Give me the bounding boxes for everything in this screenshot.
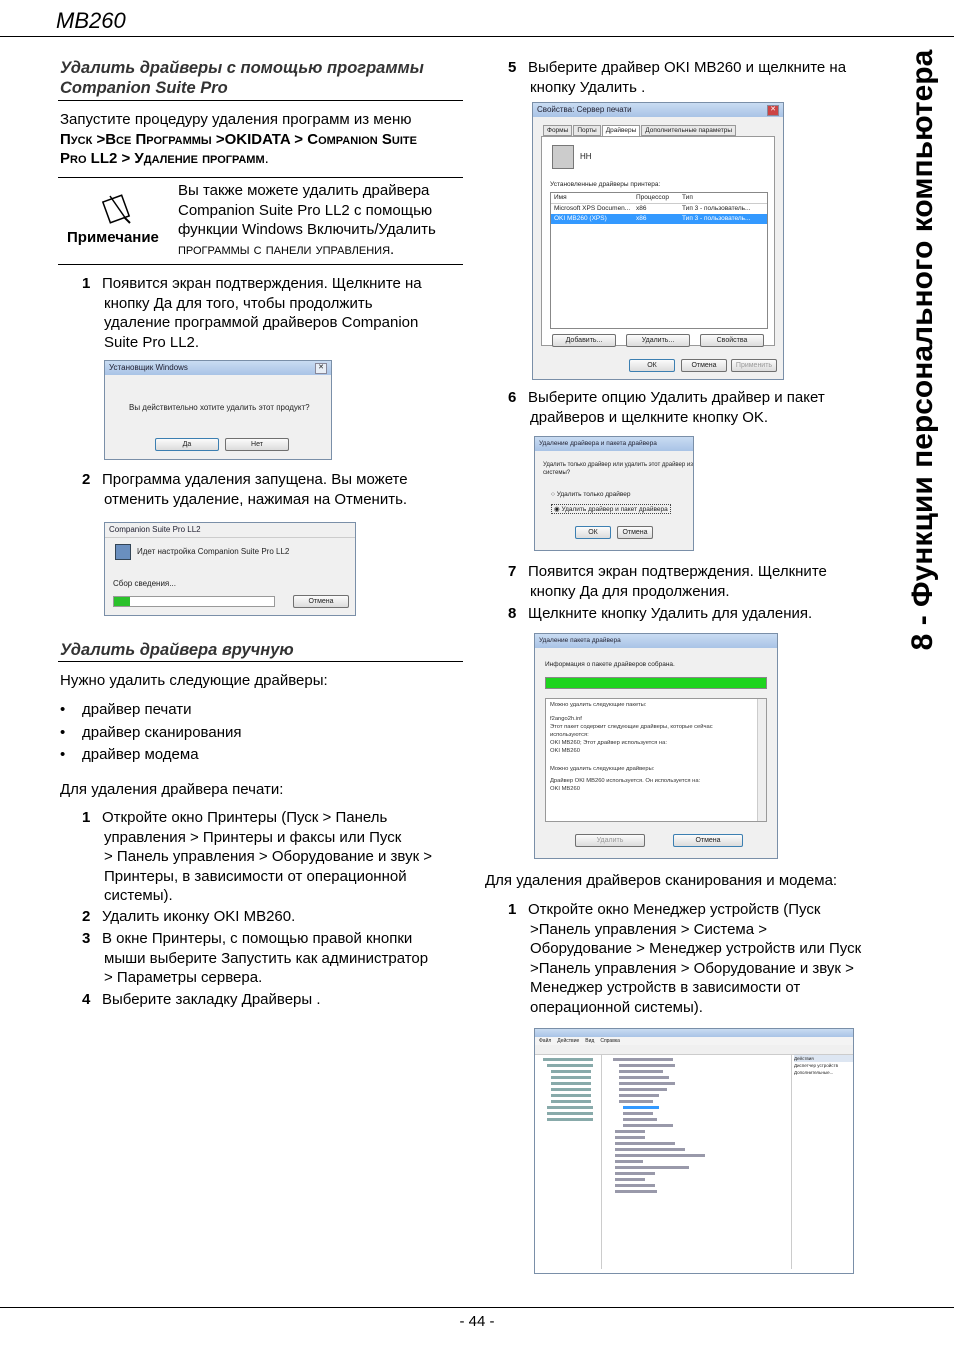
section1-intro: Запустите процедуру удаления программ из меню Пуск >Все Программы >OKIDATA > Companion Suite Pro LL2 > Удаление программ.	[60, 111, 417, 167]
server-icon	[552, 145, 574, 169]
note-icon	[100, 193, 134, 225]
actions-header: Действия	[794, 1055, 854, 1062]
action-item[interactable]: Диспетчер устройств	[794, 1063, 838, 1068]
step-1: 1 Появится экран подтверждения. Щелкните на кнопку Да для того, чтобы продолжить удаление программой драйверов Companion Suite Pro LL2.	[82, 275, 422, 351]
step-5: 5 Выберите драйвер OKI MB260 и щелкните на кнопку Удалить .	[508, 59, 847, 96]
table-row[interactable]: Microsoft XPS Documen... x86 Тип 3 - пользователь...	[554, 205, 751, 212]
menu-file[interactable]: Файл	[539, 1038, 552, 1044]
note-rule-top	[58, 177, 463, 178]
page-number: - 44 -	[459, 1313, 495, 1330]
progress-bar	[113, 596, 275, 607]
remove-button[interactable]: Удалить...	[626, 334, 690, 347]
tab-advanced[interactable]: Дополнительные параметры	[641, 125, 736, 136]
chapter-title: 8 - Функции персонального компьютера	[906, 49, 939, 651]
dialog-title: Удаление драйвера и пакета драйвера	[535, 437, 693, 451]
manual-intro: Нужно удалить следующие драйверы:	[60, 672, 328, 689]
section-rule	[58, 661, 463, 662]
close-icon[interactable]: ✕	[315, 363, 327, 374]
screenshot-windows-installer	[104, 360, 332, 460]
menu-bar	[535, 1037, 853, 1045]
delete-button[interactable]: Удалить	[575, 834, 645, 847]
drivers-table	[550, 192, 768, 329]
header-rule	[0, 36, 954, 37]
cancel-button[interactable]: Отмена	[681, 359, 727, 372]
no-button[interactable]: Нет	[225, 438, 289, 451]
tab-strip	[543, 125, 736, 136]
properties-button[interactable]: Свойства	[700, 334, 764, 347]
table-row-selected[interactable]: OKI MB260 (XPS) x86 Тип 3 - пользователь...	[551, 214, 767, 224]
scrollbar[interactable]	[757, 699, 766, 821]
devmgr-step-1: 1 Откройте окно Менеджер устройств (Пуск >Панель управления > Система > Оборудование > Менеджер устройств или Пуск >Панель управления > Оборудование и звук > Менеджер устройств в зависимости от операционной системы).	[508, 901, 862, 1016]
print-step-1: 1 Откройте окно Принтеры (Пуск > Панель управления > Принтеры и факсы или Пуск > Панель управления > Оборудование и звук > Принтеры, в зависимости от операционной системы).	[82, 809, 433, 904]
print-step-4: 4 Выберите закладку Драйверы .	[82, 991, 321, 1008]
add-button[interactable]: Добавить...	[552, 334, 616, 347]
driver-list: • драйвер печати • драйвер сканирования • драйвер модема	[60, 701, 242, 763]
dialog-title: Удаление пакета драйвера	[535, 634, 777, 648]
menu-action[interactable]: Действие	[557, 1038, 580, 1044]
cancel-button[interactable]: Отмена	[617, 526, 653, 539]
step-8: 8 Щелкните кнопку Удалить для удаления.	[508, 605, 813, 622]
list-item: драйвер модема	[82, 746, 199, 763]
scan-modem-intro: Для удаления драйверов сканирования и модема:	[485, 872, 838, 889]
package-details: Можно удалить следующие пакеты: f2ango2h.inf Этот пакет содержит следующие драйверы, которые сейчас используются: OKI MB260; Этот драйвер используется на: OKI MB260 Можно удалить следующие драйверы: Драйвер OKI MB260 используется. Он используется на: OKI MB260	[545, 698, 767, 822]
progress-bar	[545, 677, 767, 689]
list-item: драйвер сканирования	[82, 723, 242, 741]
screenshot-companion-uninstall	[104, 522, 356, 616]
chapter-side-tab	[898, 50, 948, 650]
footer-rule	[0, 1307, 954, 1308]
step-2: 2 Программа удаления запущена. Вы можете отменить удаление, нажимая на Отменить.	[82, 471, 408, 508]
dialog-title: Свойства: Сервер печати	[533, 103, 783, 117]
menu-help[interactable]: Справка	[600, 1038, 620, 1044]
window-titlebar	[535, 1029, 853, 1037]
menu-view[interactable]: Вид	[585, 1038, 595, 1044]
apply-button[interactable]: Применить	[731, 359, 777, 372]
close-icon[interactable]: ✕	[767, 105, 779, 116]
setup-line: Идет настройка Companion Suite Pro LL2	[137, 547, 290, 556]
tree-pane-left	[537, 1055, 602, 1269]
status-line: Сбор сведения...	[113, 579, 176, 588]
print-intro: Для удаления драйвера печати:	[60, 781, 284, 798]
cancel-button[interactable]: Отмена	[673, 834, 743, 847]
list-item: драйвер печати	[82, 701, 192, 718]
ok-button[interactable]: ОК	[575, 526, 611, 539]
screenshot-remove-package	[534, 633, 778, 859]
note-rule-bottom	[58, 264, 463, 265]
cancel-button[interactable]: Отмена	[293, 595, 349, 608]
page-header-title: MB260	[56, 8, 126, 33]
section-rule	[58, 100, 463, 101]
toolbar	[535, 1045, 853, 1055]
dialog-question: Вы действительно хотите удалить этот продукт?	[129, 403, 310, 412]
screenshot-print-server-properties	[532, 102, 784, 380]
note-text: Вы также можете удалить драйвера Companion Suite Pro LL2 с помощью функции Windows Включить/Удалить программы с панели управления.	[178, 182, 436, 258]
ok-button[interactable]: ОК	[629, 359, 675, 372]
screenshot-remove-driver	[534, 436, 694, 551]
server-name: НН	[580, 152, 592, 161]
step-6: 6 Выберите опцию Удалить драйвер и пакет драйверов и щелкните кнопку OK.	[508, 389, 825, 426]
yes-button[interactable]: Да	[155, 438, 219, 451]
table-header: Имя Процессор Тип	[551, 193, 767, 204]
installer-icon	[115, 544, 131, 560]
drivers-panel	[541, 136, 775, 346]
dialog-title: Companion Suite Pro LL2	[105, 523, 355, 538]
action-item[interactable]: Дополнительные...	[794, 1070, 834, 1075]
option-driver-and-package[interactable]: ◉ Удалить драйвер и пакет драйвера	[551, 504, 671, 514]
dialog-title: Установщик Windows	[105, 361, 331, 375]
tab-forms[interactable]: Формы	[543, 125, 572, 136]
section-title-companion: Удалить драйверы с помощью программы Companion Suite Pro	[60, 59, 424, 97]
tab-ports[interactable]: Порты	[573, 125, 600, 136]
tab-drivers[interactable]: Драйверы	[602, 125, 641, 136]
section-title-manual: Удалить драйвера вручную	[60, 641, 294, 659]
print-step-2: 2 Удалить иконку OKI MB260.	[82, 908, 296, 925]
screenshot-device-manager	[534, 1028, 854, 1274]
dialog-question: Удалить только драйвер или удалить этот драйвер из системы?	[543, 462, 693, 476]
print-step-3: 3 В окне Принтеры, с помощью правой кнопки мыши выберите Запустить как администратор > Параметры сервера.	[82, 930, 429, 986]
info-line: Информация о пакете драйверов собрана.	[545, 661, 675, 668]
step-7: 7 Появится экран подтверждения. Щелкните кнопку Да для продолжения.	[508, 563, 827, 600]
tree-pane-devices	[605, 1055, 789, 1269]
note-label: Примечание	[67, 229, 159, 246]
actions-pane	[791, 1055, 854, 1269]
drivers-list-label: Установленные драйверы принтера:	[550, 181, 661, 188]
option-driver-only[interactable]: ○ Удалить только драйвер	[551, 491, 631, 498]
